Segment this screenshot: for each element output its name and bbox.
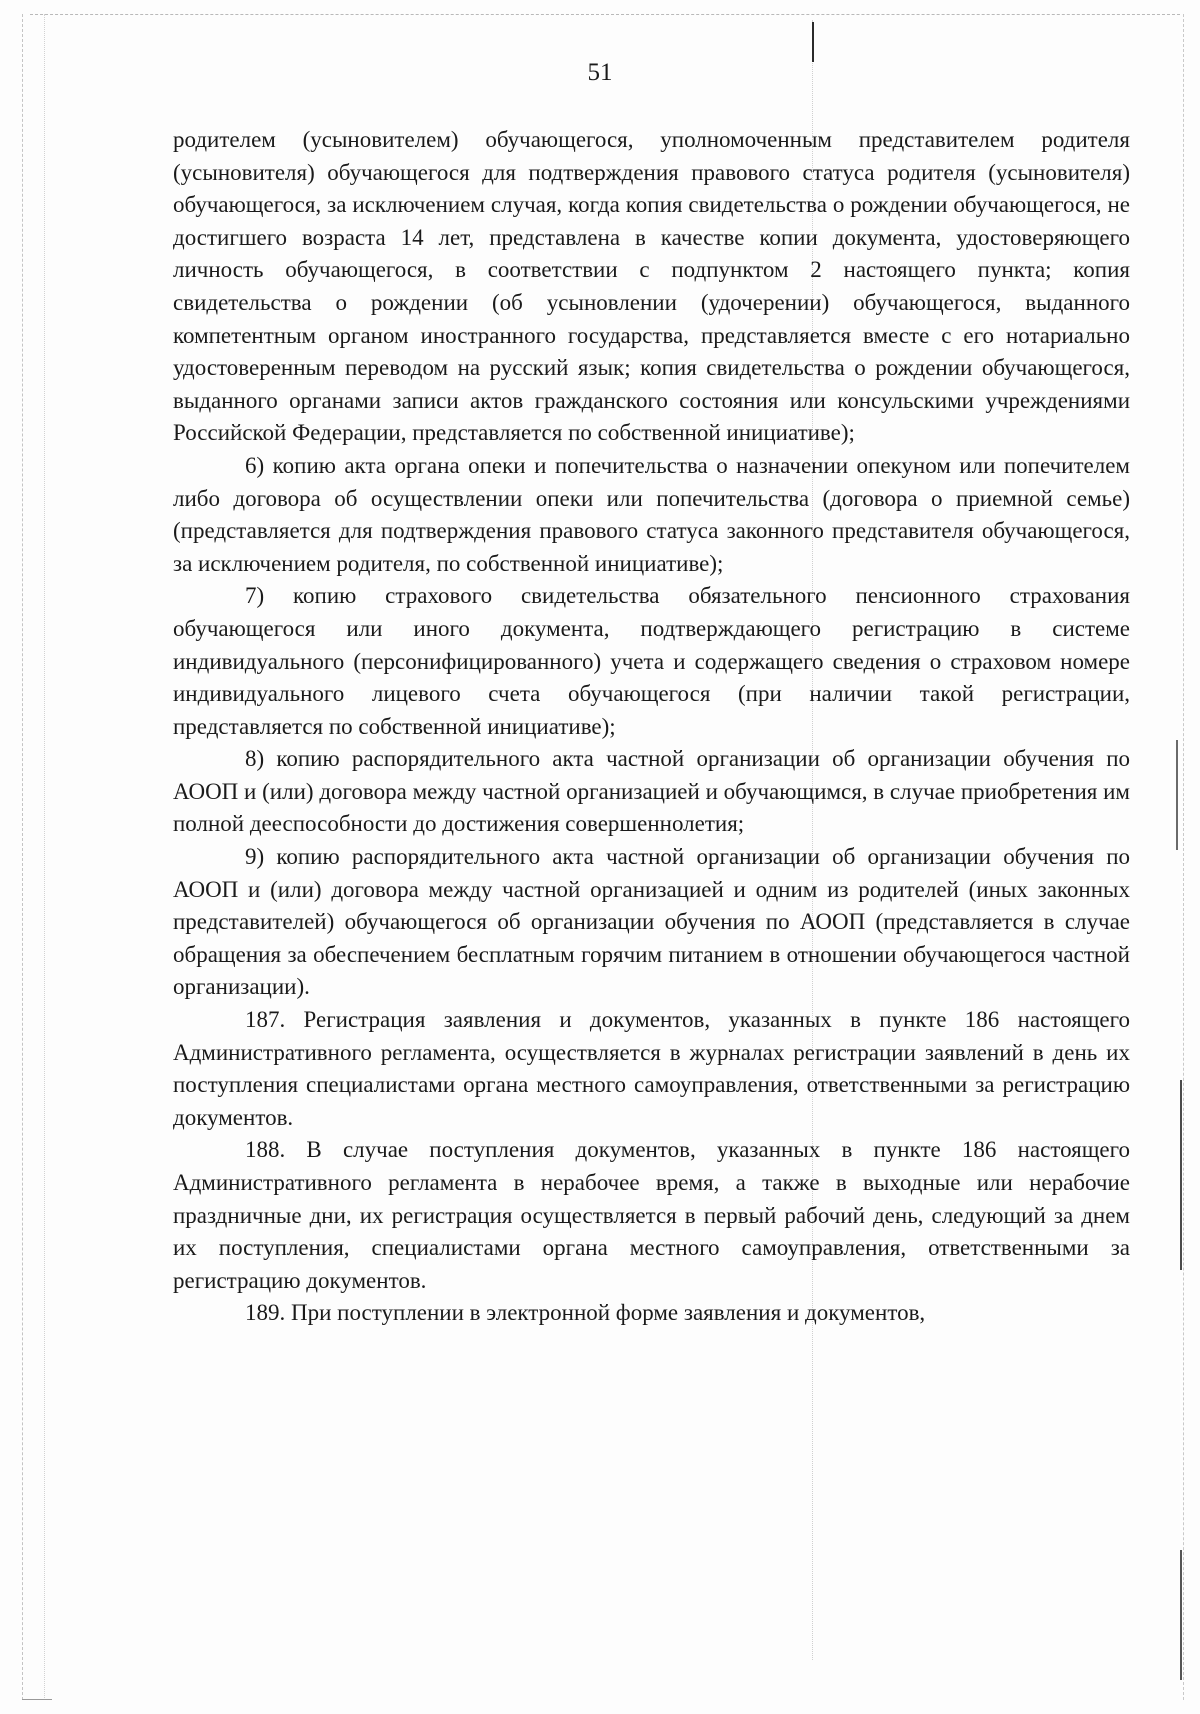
scan-edge-top [30,14,1180,15]
scan-edge-left-inner [44,14,45,1700]
document-body [173,124,1130,1330]
paragraph-item-9: 9) копию распорядительного акта частной организации об организации обучения по АООП и (или) договора между частной организацией и одним из родителей (иных законных представителей) обучающегося об организации обучения по АООП (представляется в случае обращения за обеспечением бесплатным горячим питанием в отношении обучающегося частной организации). [173,844,1130,1000]
paragraph-item-7: 7) копию страхового свидетельства обязательного пенсионного страхования обучающегося или иного документа, подтверждающего регистрацию в системе индивидуального (персонифицированного) учета и содержащего сведения о страховом номере индивидуального лицевого счета обучающегося (при наличии такой регистрации, представляется по собственной инициативе); [173,583,1130,739]
scan-edge-left [22,14,23,1700]
paragraph-clause-188: 188. В случае поступления документов, указанных в пункте 186 настоящего Административного регламента в нерабочее время, а также в выходные или нерабочие праздничные дни, их регистрация осуществляется в первый рабочий день, следующий за днем их поступления, специалистами органа местного самоуправления, ответственными за регистрацию документов. [173,1137,1130,1293]
scan-fold-mark [812,22,814,62]
scan-edge-right-mark-1 [1176,740,1178,850]
paragraph-clause-189: 189. При поступлении в электронной форме заявления и документов, [245,1300,926,1326]
scan-edge-right [1183,14,1184,1700]
paragraph-item-8: 8) копию распорядительного акта частной организации об организации обучения по АООП и (или) договора между частной организацией и обучающимся, в случае приобретения им полной дееспособности до достижения совершеннолетия; [173,746,1130,837]
paragraph-continuation: родителем (усыновителем) обучающегося, уполномоченным представителем родителя (усыновителя) обучающегося для подтверждения правового статуса родителя (усыновителя) обучающегося, за исключением случая, когда копия свидетельства о рождении обучающегося, не достигшего возраста 14 лет, представлена в качестве копии документа, удостоверяющего личность обучающегося, в соответствии с подпунктом 2 настоящего пункта; копия свидетельства о рождении (об усыновлении (удочерении) обучающегося, выданного компетентным органом иностранного государства, представляется вместе с его нотариально удостоверенным переводом на русский язык; копия свидетельства о рождении обучающегося, выданного органами записи актов гражданского состояния или консульскими учреждениями Российской Федерации, представляется по собственной инициативе); [173,127,1130,446]
paragraph-item-6: 6) копию акта органа опеки и попечительства о назначении опекуном или попечителем либо договора об осуществлении опеки или попечительства (договора о приемной семье) (представляется для подтверждения правового статуса законного представителя обучающегося, за исключением родителя, по собственной инициативе); [173,452,1130,576]
paragraph-clause-187: 187. Регистрация заявления и документов, указанных в пункте 186 настоящего Административного регламента, осуществляется в журналах регистрации заявлений в день их поступления специалистами органа местного самоуправления, ответственными за регистрацию документов. [173,1007,1130,1130]
page-number: 51 [587,59,613,86]
scan-edge-bottom [22,1699,52,1700]
scan-edge-right-mark-3 [1180,1550,1182,1680]
scan-edge-right-mark-2 [1180,1080,1182,1270]
